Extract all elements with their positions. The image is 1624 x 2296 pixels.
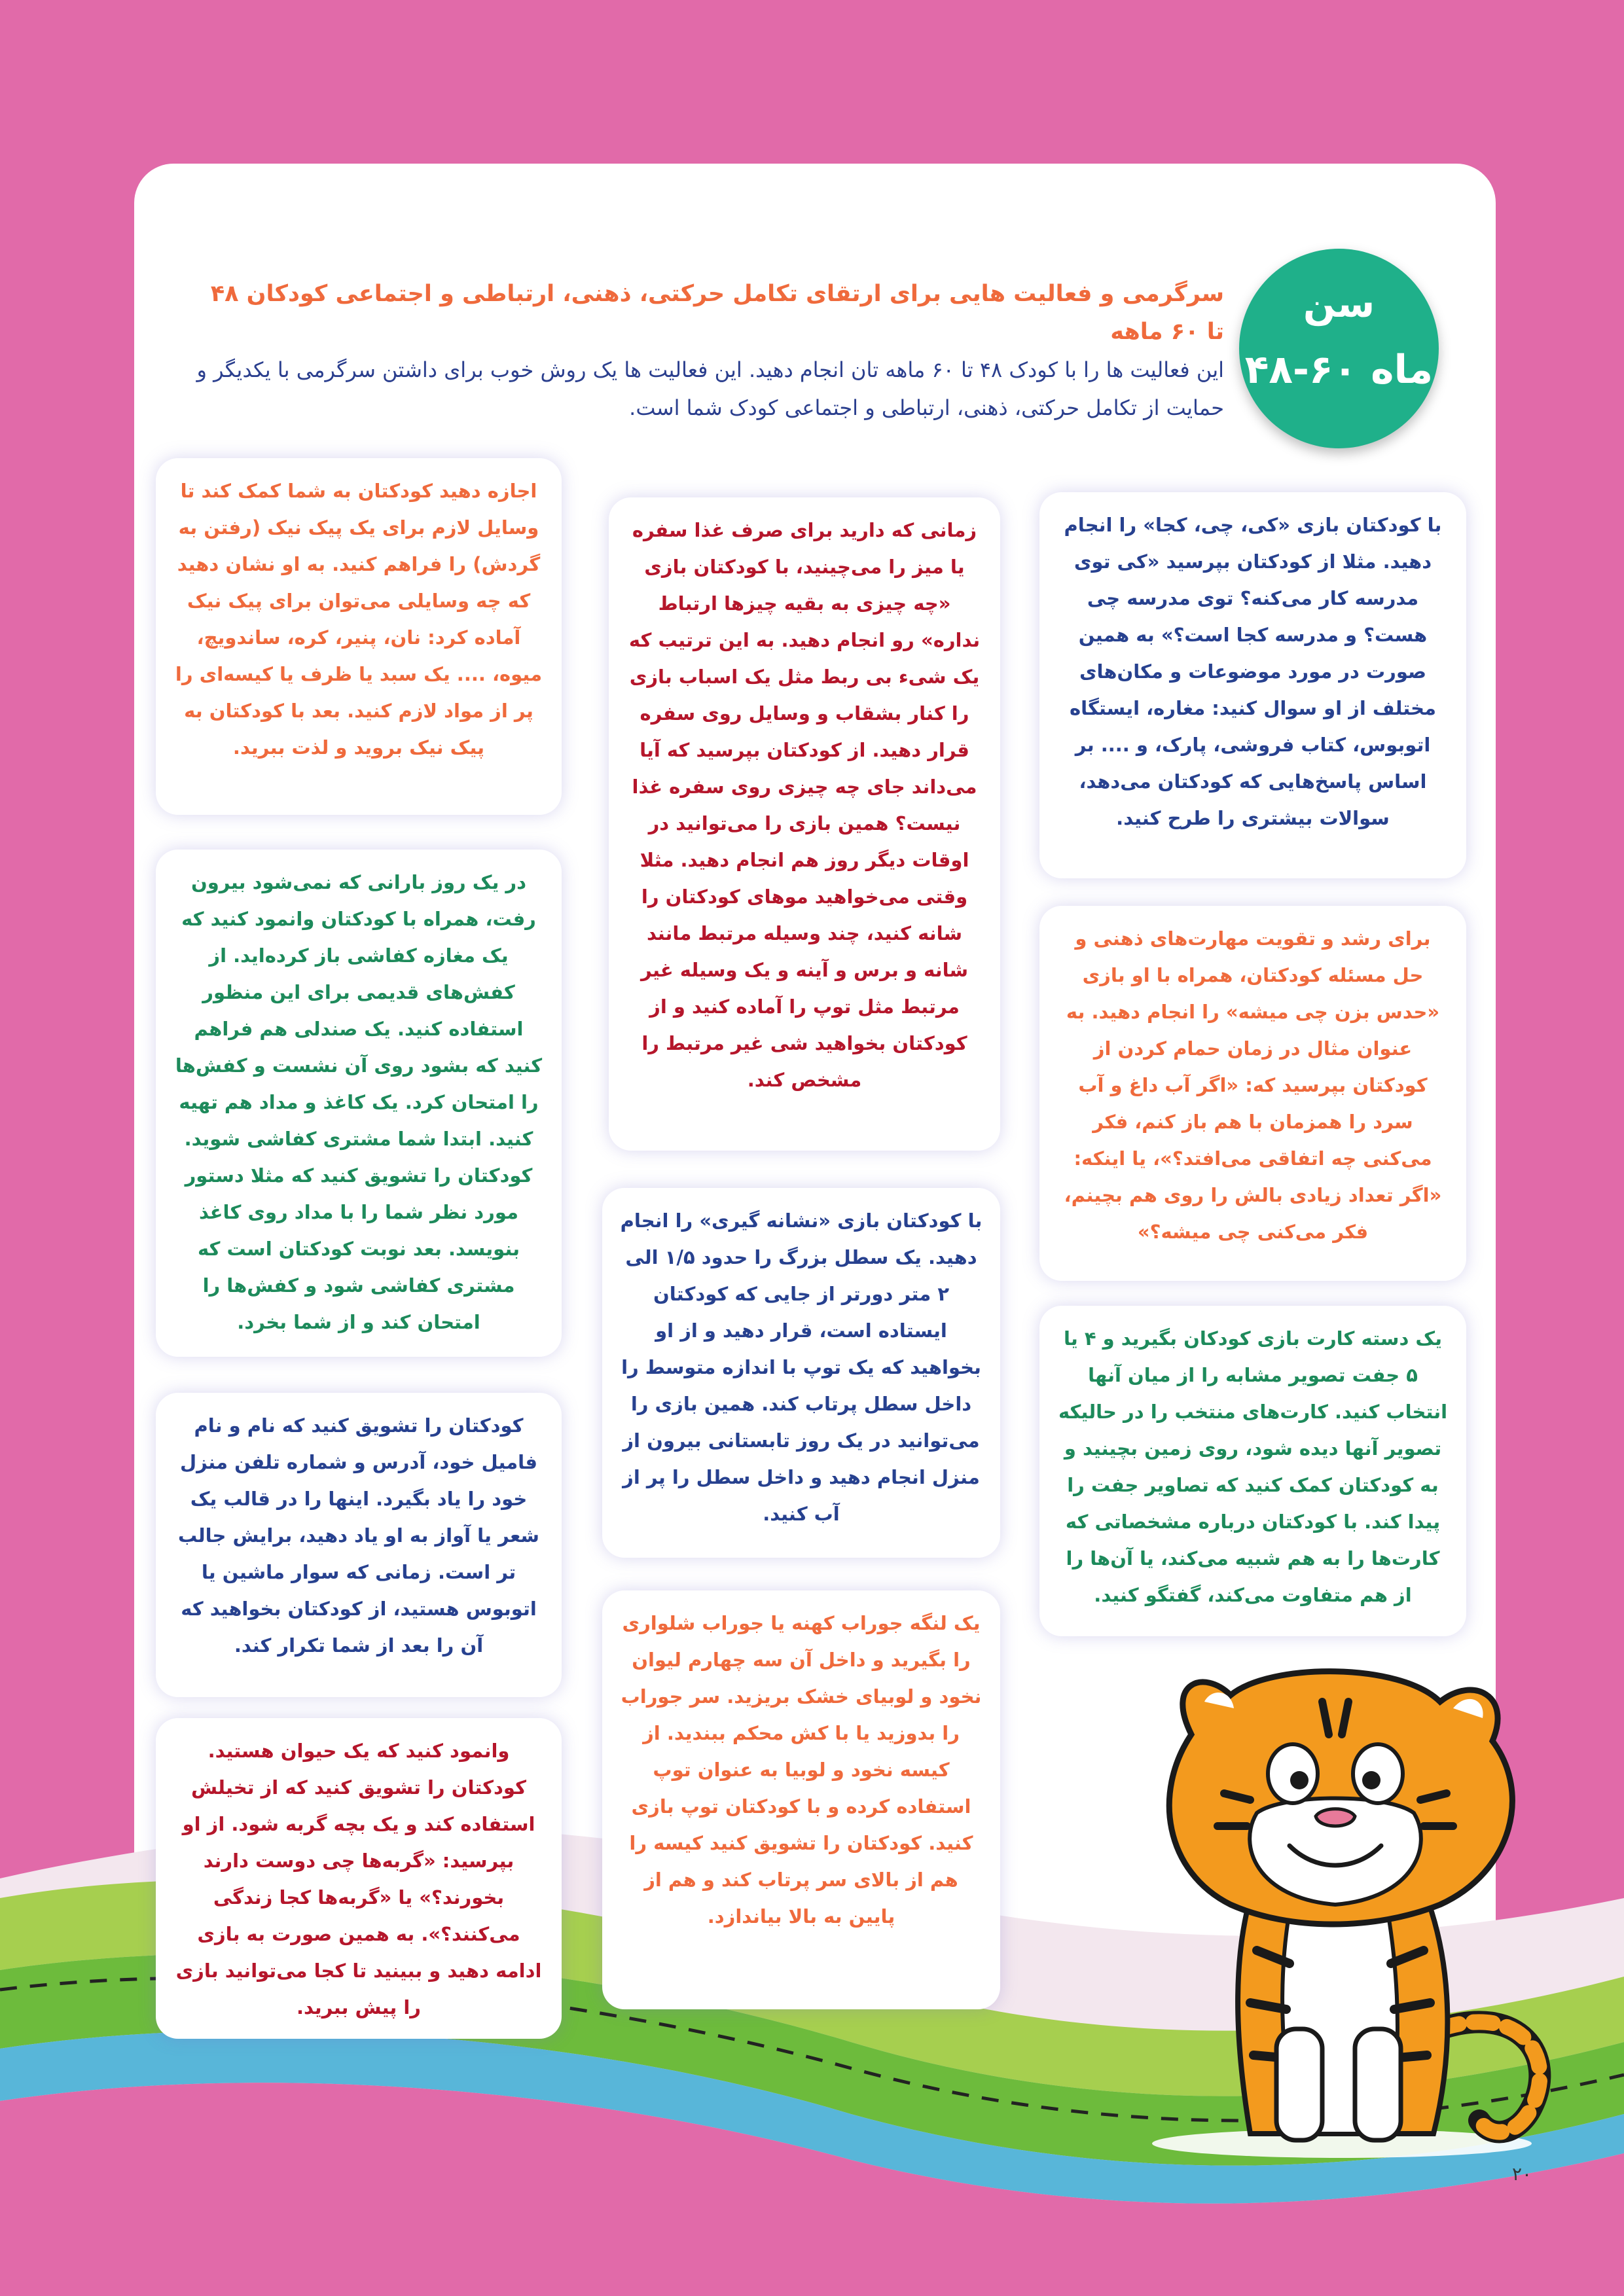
activity-card [156,1393,562,1697]
activity-text: یک لنگه جوراب کهنه یا جوراب شلواری را بگیرید و داخل آن سه چهارم لیوان نخود و لوبیای خشک بریزید. سر جوراب را بدوزید یا با کش محکم ببندید. از کیسه نخود و لوبیا به عنوان توپ استفاده کرده و با کودکتان توپ بازی کنید. کودکتان را تشویق کنید کیسه را هم از بالای سر پرتاب کند و هم از پایین به بالا بیاندازد. [621,1612,982,1928]
activity-card [156,458,562,815]
activity-text: با کودکتان بازی «کی، چی، کجا» را انجام دهید. مثلا از کودکتان بپرسید «کی توی مدرسه کار می‌کنه؟ توی مدرسه چی هست؟ و مدرسه کجا است؟» به همین صورت در مورد موضوعات و مکان‌های مختلف از او سوال کنید: مغاره، ایستگاه اتوبوس، کتاب فروشی، پارک، و .... بر اساس پاسخ‌هایی که کودکتان می‌دهد، سوالات بیشتری را طرح کنید. [1064,514,1442,829]
activity-card [156,850,562,1357]
tiger-illustration [1126,1662,1584,2160]
activity-text: یک دسته کارت بازی کودکان بگیرید و ۴ یا ۵ جفت تصویر مشابه را از میان آنها انتخاب کنید. کارت‌های منتخب را در حالیکه تصویر آنها دیده شود، روی زمین بچینید و به کودکتان کمک کنید که تصاویر جفت را پیدا کند. با کودکتان درباره مشخصاتی که کارت‌ها را به هم شبیه می‌کند، یا آن‌ها را از هم متفاوت می‌کند، گفتگو کنید. [1058,1327,1448,1606]
activity-card [1039,492,1466,878]
activity-card [156,1718,562,2039]
activity-text: کودکتان را تشویق کنید که نام و نام فامیل خود، آدرس و شماره تلفن منزل خود را یاد بگیرد. اینها را در قالب یک شعر یا آواز به او یاد دهید، برایش جالب تر است. زمانی که سوار ماشین یا اتوبوس هستید، از کودکتان بخواهید که آن را بعد از شما تکرار کند. [178,1414,539,1657]
activity-text: برای رشد و تقویت مهارت‌های ذهنی و حل مسئله کودکتان، همراه با او بازی «حدس بزن چی میشه» را انجام دهید. به عنوان مثال در زمان حمام کردن از کودکتان بپرسید که: «اگر آب داغ و آب سرد را همزمان با هم باز کنم، فکر می‌کنی چه اتفاقی می‌افتد؟»، یا اینکه: «اگر تعداد زیادی بالش را روی هم بچینم، فکر می‌کنی چی میشه؟» [1064,927,1442,1243]
activity-text: وانمود کنید که یک حیوان هستید. کودکتان را تشویق کنید که از تخیلش استفاده کند و یک بچه گربه شود. از او بپرسید: «گربه‌ها چی دوست دارند بخورند؟» یا «گربه‌ها کجا زندگی می‌کنند؟». به همین صورت به بازی ادامه دهید و ببینید تا کجا می‌توانید بازی را پیش ببرید. [175,1740,542,2018]
activity-text: زمانی که دارید برای صرف غذا سفره یا میز را می‌چینید، با کودکتان بازی «چه چیزی به بقیه چیزها ارتباط نداره» رو انجام دهید. به این ترتیب که یک شیء بی ربط مثل یک اسباب بازی را کنار بشقاب و وسایل روی سفره قرار دهید. از کودکتان بپرسید که آیا می‌داند جای چه چیزی روی سفره غذا نیست؟ همین بازی را می‌توانید در اوقات دیگر روز هم انجام دهید. مثلا وقتی می‌خواهید موهای کودکتان را شانه کنید، چند وسیله مرتبط مانند شانه و برس و آینه و یک وسیله غیر مرتبط مثل توپ را آماده کنید و از کودکتان بخواهید شی غیر مرتبط را مشخص کند. [628,519,981,1091]
page-number: ۲۰ [1512,2163,1532,2185]
activity-card [1039,1306,1466,1636]
activity-card [602,1590,1000,2009]
age-badge-label: سن [1303,281,1375,326]
age-badge [1239,249,1439,448]
activity-text: اجازه دهید کودکتان به شما کمک کند تا وسایل لازم برای یک پیک نیک (رفتن به گردش) را فراهم کنید. به او نشان دهید که چه وسایلی می‌توان برای پیک نیک آماده کرد: نان، پنیر، کره، ساندویچ، میوه، .... یک سبد یا ظرف یا کیسه‌ای را پر از مواد لازم کنید. بعد با کودکتان به پیک نیک بروید و لذت ببرید. [175,480,543,759]
activity-text: با کودکتان بازی «نشانه گیری» را انجام دهید. یک سطل بزرگ را حدود ۱/۵ الی ۲ متر دورتر از جایی که کودکتان ایستاده است، قرار دهید و از او بخواهید که یک توپ با اندازه متوسط را داخل سطل پرتاب کند. همین بازی را می‌توانید در یک روز تابستانی بیرون از منزل انجام دهید و داخل سطل را پر از آب کنید. [620,1210,983,1525]
activity-card [609,497,1000,1151]
intro-header [196,275,1224,427]
activity-text: در یک روز بارانی که نمی‌شود بیرون رفت، همراه با کودکتان وانمود کنید که یک مغازه کفاشی باز کرده‌اید. از کفش‌های قدیمی برای این منظور استفاده کنید. یک صندلی هم فراهم کنید که بشود روی آن نشست و کفش‌ها را امتحان کرد. یک کاغذ و مداد هم تهیه کنید. ابتدا شما مشتری کفاشی شوید. کودکتان را تشویق کنید که مثلا دستور مورد نظر شما را با مداد روی کاغذ بنویسد. بعد نوبت کودکتان است که مشتری کفاشی شود و کفش‌ها را امتحان کند و از شما بخرد. [175,871,543,1333]
activity-card [602,1188,1000,1558]
age-badge-range: ۴۸-۶۰ ماه [1244,347,1434,393]
intro-title: سرگرمی و فعالیت هایی برای ارتقای تکامل حرکتی، ذهنی، ارتباطی و اجتماعی کودکان ۴۸ تا ۶۰ ماهه [210,281,1224,345]
intro-text: این فعالیت ها را با کودک ۴۸ تا ۶۰ ماهه تان انجام دهید. این فعالیت ها یک روش خوب برای داشتن سرگرمی با یکدیگر و حمایت از تکامل حرکتی، ذهنی، ارتباطی و اجتماعی کودک شما است. [196,357,1224,420]
activity-card [1039,906,1466,1281]
